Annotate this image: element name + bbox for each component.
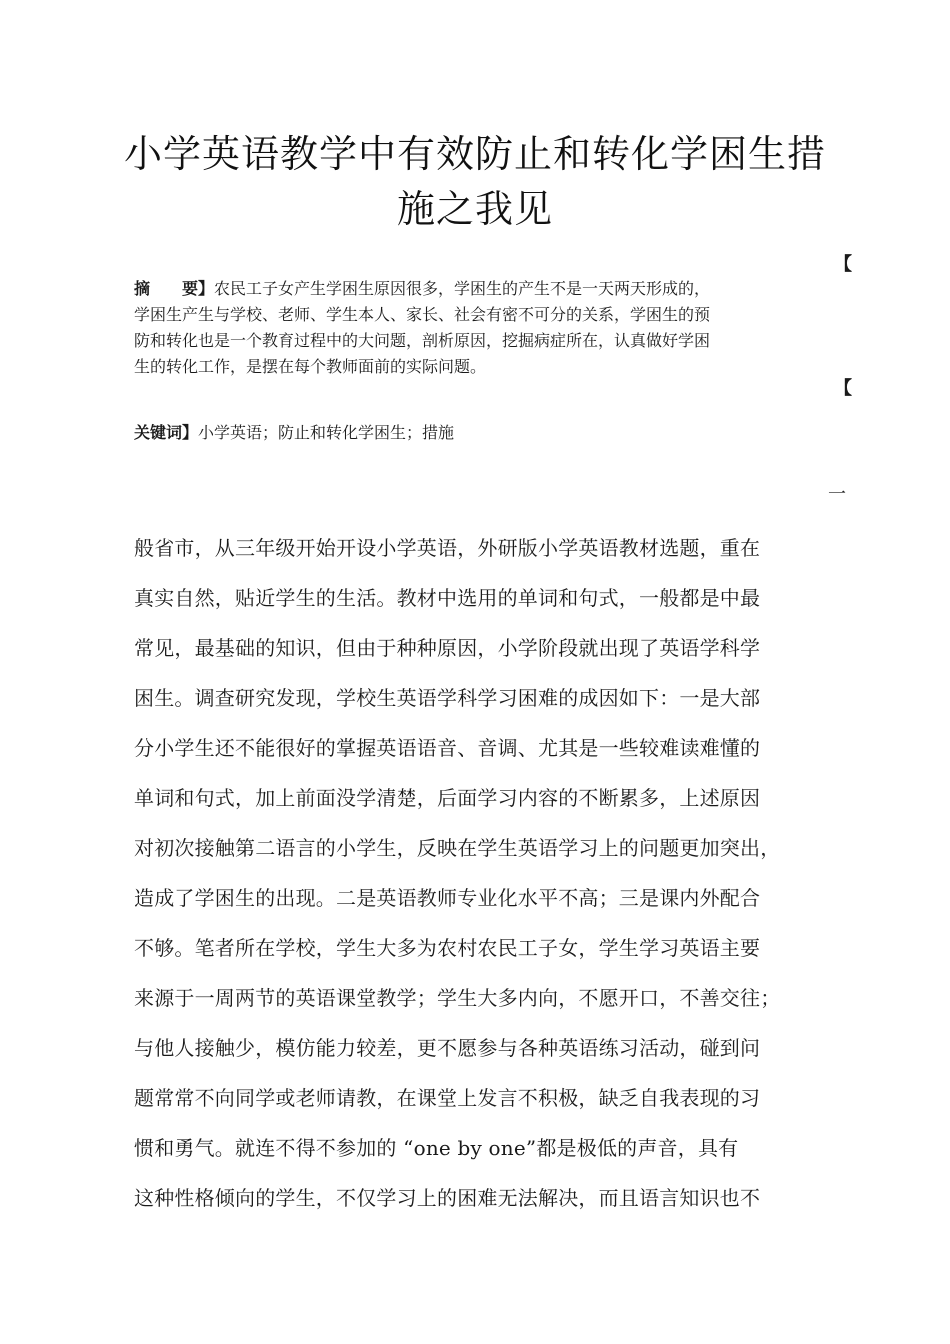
abstract-text-1: 农民工子女产生学困生原因很多，学困生的产生不是一天两天形成的， [214, 279, 711, 298]
body-line: 不够。笔者所在学校，学生大多为农村农民工子女，学生学习英语主要 [134, 936, 761, 960]
body-line: 困生。调查研究发现，学校生英语学科学习困难的成因如下：一是大部 [134, 686, 761, 710]
abstract-label: 摘 要】 [134, 279, 215, 298]
body-line: 真实自然，贴近学生的生活。教材中选用的单词和句式，一般都是中最 [134, 586, 761, 610]
body-line: 单词和句式，加上前面没学清楚，后面学习内容的不断累多，上述原因 [134, 786, 761, 810]
abstract-line-4: 生的转化工作，是摆在每个教师面前的实际问题。 [134, 357, 487, 376]
abstract-line-2: 学困生产生与学校、老师、学生本人、家长、社会有密不可分的关系，学困生的预 [134, 305, 711, 324]
abstract-line-1 [134, 276, 710, 302]
body-line: 题常常不向同学或老师请教，在课堂上发言不积极，缺乏自我表现的习 [134, 1086, 761, 1110]
keywords-label: 关键词】 [134, 423, 199, 442]
body-line: 分小学生还不能很好的掌握英语语音、音调、尤其是一些较难读难懂的 [134, 736, 761, 760]
body-line: 般省市，从三年级开始开设小学英语，外研版小学英语教材选题，重在 [134, 536, 761, 560]
body-line: 造成了学困生的出现。二是英语教师专业化水平不高；三是课内外配合 [134, 886, 761, 910]
keywords-bracket: 【 [834, 378, 852, 399]
document-title-line-1: 小学英语教学中有效防止和转化学困生措 [123, 132, 826, 176]
abstract-line-3: 防和转化也是一个教育过程中的大问题，剖析原因，挖掘病症所在，认真做好学困 [134, 331, 711, 350]
body-line: 与他人接触少，模仿能力较差，更不愿参与各种英语练习活动，碰到问 [134, 1036, 761, 1060]
keywords-text: 小学英语；防止和转化学困生；措施 [198, 423, 455, 442]
abstract-bracket: 【 [834, 254, 852, 275]
document-title-line-2: 施之我见 [396, 187, 553, 231]
body-line: 常见，最基础的知识，但由于种种原因，小学阶段就出现了英语学科学 [134, 636, 761, 660]
keywords-line [134, 420, 454, 446]
body-line: 这种性格倾向的学生，不仅学习上的困难无法解决，而且语言知识也不 [134, 1186, 761, 1210]
body-line: 来源于一周两节的英语课堂教学；学生大多内向，不愿开口，不善交往； [134, 986, 781, 1010]
body-lead-char: 一 [828, 484, 846, 505]
body-line: 对初次接触第二语言的小学生，反映在学生英语学习上的问题更加突出， [134, 836, 781, 860]
body-line: 惯和勇气。就连不得不参加的 “one by one”都是极低的声音，具有 [134, 1136, 739, 1160]
